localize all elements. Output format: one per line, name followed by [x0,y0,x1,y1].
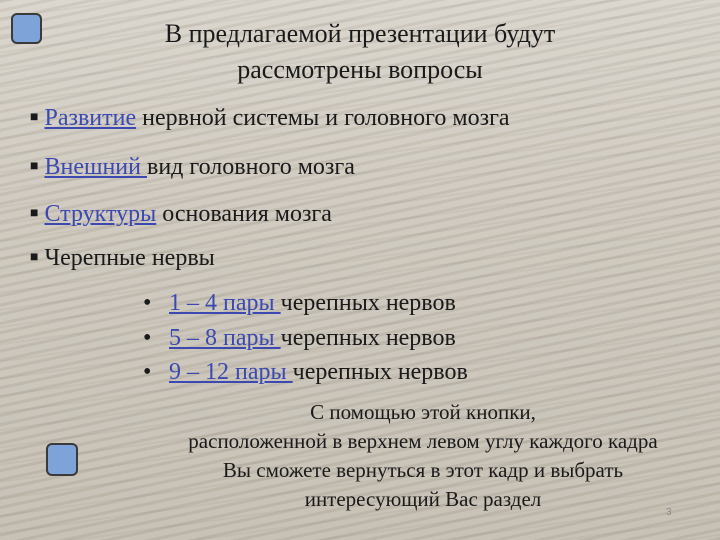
link-development[interactable]: Развитие [44,105,137,131]
subitem-nerves-9-12 [143,357,468,387]
square-bullet-icon: ■ [30,110,39,125]
topic-item-development [30,103,510,133]
link-nerves-9-12[interactable]: 9 – 12 пары [169,359,293,385]
note-line-2: расположенной в верхнем левом углу каждого кадра [188,429,658,453]
link-nerves-5-8[interactable]: 5 – 8 пары [169,325,281,351]
title-line-1: В предлагаемой презентации будут [164,19,556,48]
subitem-text: черепных нервов [280,290,456,316]
subitem-text: черепных нервов [292,359,468,385]
link-exterior[interactable]: Внешний [44,154,147,180]
note-line-1: С помощью этой кнопки, [310,400,536,424]
topic-item-structures [30,199,332,229]
topic-item-exterior [30,152,355,182]
slide-title [60,16,660,88]
subitem-nerves-5-8 [143,323,456,353]
topic-item-cranial-nerves [30,243,215,273]
page-number: 3 [666,507,672,518]
topic-text: вид головного мозга [146,154,355,180]
home-nav-button[interactable] [11,13,42,44]
topic-text: основания мозга [156,201,332,227]
example-nav-button[interactable] [46,443,78,476]
title-line-2: рассмотрены вопросы [237,55,483,84]
square-bullet-icon: ■ [30,250,39,265]
dot-bullet-icon: • [143,325,152,351]
square-bullet-icon: ■ [30,206,39,221]
subitem-nerves-1-4 [143,288,456,318]
link-nerves-1-4[interactable]: 1 – 4 пары [169,290,281,316]
link-structures[interactable]: Структуры [44,201,157,227]
note-line-4: интересующий Вас раздел [304,487,542,511]
subitem-text: черепных нервов [280,325,456,351]
note-line-3: Вы сможете вернуться в этот кадр и выбрать [222,458,624,482]
topic-text: Черепные нервы [44,245,215,271]
topic-text: нервной системы и головного мозга [136,105,510,131]
help-note [148,398,698,514]
dot-bullet-icon: • [143,359,152,385]
dot-bullet-icon: • [143,290,152,316]
square-bullet-icon: ■ [30,159,39,174]
